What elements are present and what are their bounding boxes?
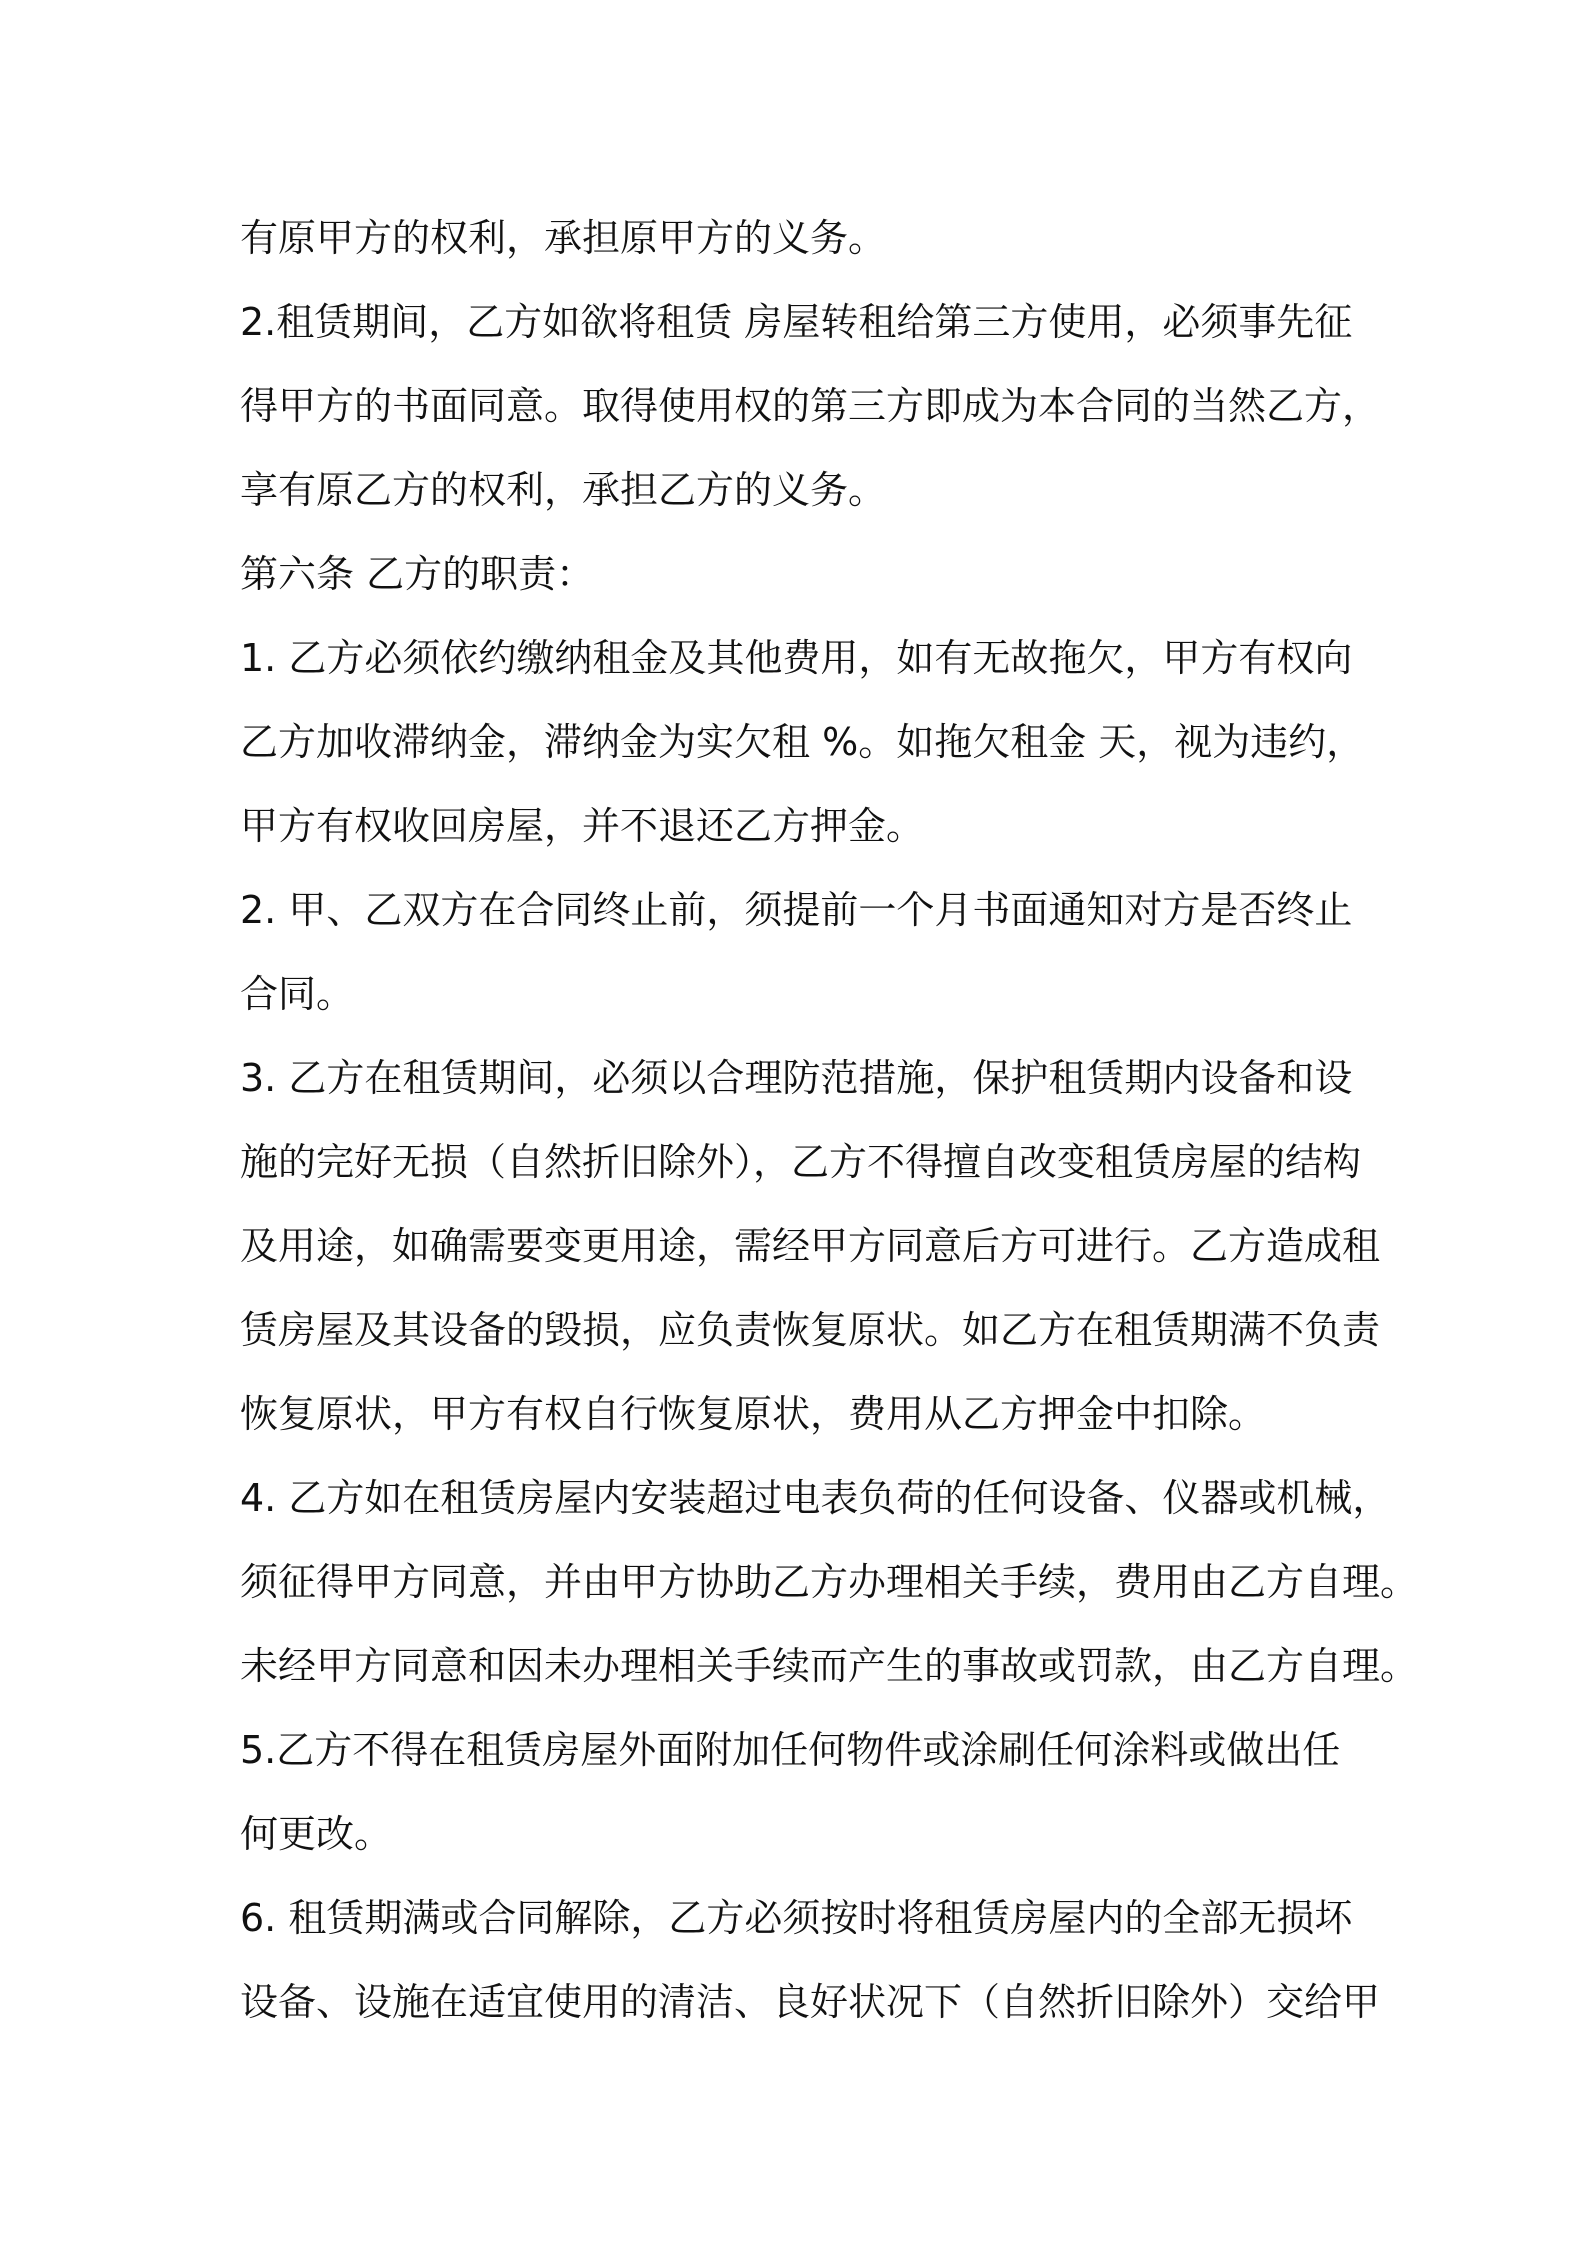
text-line: 3. 乙方在租赁期间，必须以合理防范措施，保护租赁期内设备和设 (240, 1056, 1353, 1100)
text-line: 合同。 (240, 972, 355, 1016)
text-line: 6. 租赁期满或合同解除，乙方必须按时将租赁房屋内的全部无损坏 (240, 1896, 1353, 1940)
text-line: 有原甲方的权利，承担原甲方的义务。 (240, 216, 887, 260)
text-line: 1. 乙方必须依约缴纳租金及其他费用，如有无故拖欠，甲方有权向 (240, 636, 1353, 680)
text-line: 享有原乙方的权利，承担乙方的义务。 (240, 468, 887, 512)
text-line: 施的完好无损（自然折旧除外），乙方不得擅自改变租赁房屋的结构 (240, 1140, 1362, 1184)
text-line: 甲方有权收回房屋，并不退还乙方押金。 (240, 804, 925, 848)
text-line: 赁房屋及其设备的毁损，应负责恢复原状。如乙方在租赁期满不负责 (240, 1308, 1381, 1352)
text-line: 何更改。 (240, 1812, 393, 1856)
text-line: 未经甲方同意和因未办理相关手续而产生的事故或罚款，由乙方自理。 (240, 1644, 1419, 1688)
text-line: 4. 乙方如在租赁房屋内安装超过电表负荷的任何设备、仪器或机械， (240, 1476, 1391, 1520)
text-line: 设备、设施在适宜使用的清洁、良好状况下（自然折旧除外）交给甲 (240, 1980, 1381, 2024)
text-line: 2.租赁期间，乙方如欲将租赁 房屋转租给第三方使用，必须事先征 (240, 300, 1353, 344)
text-line: 5.乙方不得在租赁房屋外面附加任何物件或涂刷任何涂料或做出任 (240, 1728, 1341, 1772)
text-line: 2. 甲、乙双方在合同终止前，须提前一个月书面通知对方是否终止 (240, 888, 1353, 932)
text-line: 恢复原状，甲方有权自行恢复原状，费用从乙方押金中扣除。 (240, 1392, 1267, 1436)
text-line: 得甲方的书面同意。取得使用权的第三方即成为本合同的当然乙方， (240, 384, 1381, 428)
text-line: 及用途，如确需要变更用途，需经甲方同意后方可进行。乙方造成租 (240, 1224, 1381, 1268)
document-body (240, 196, 1419, 2044)
text-line: 须征得甲方同意，并由甲方协助乙方办理相关手续，费用由乙方自理。 (240, 1560, 1419, 1604)
text-line: 乙方加收滞纳金，滞纳金为实欠租 %。如拖欠租金 天，视为违约， (240, 720, 1365, 764)
section-heading: 第六条 乙方的职责： (240, 552, 595, 596)
